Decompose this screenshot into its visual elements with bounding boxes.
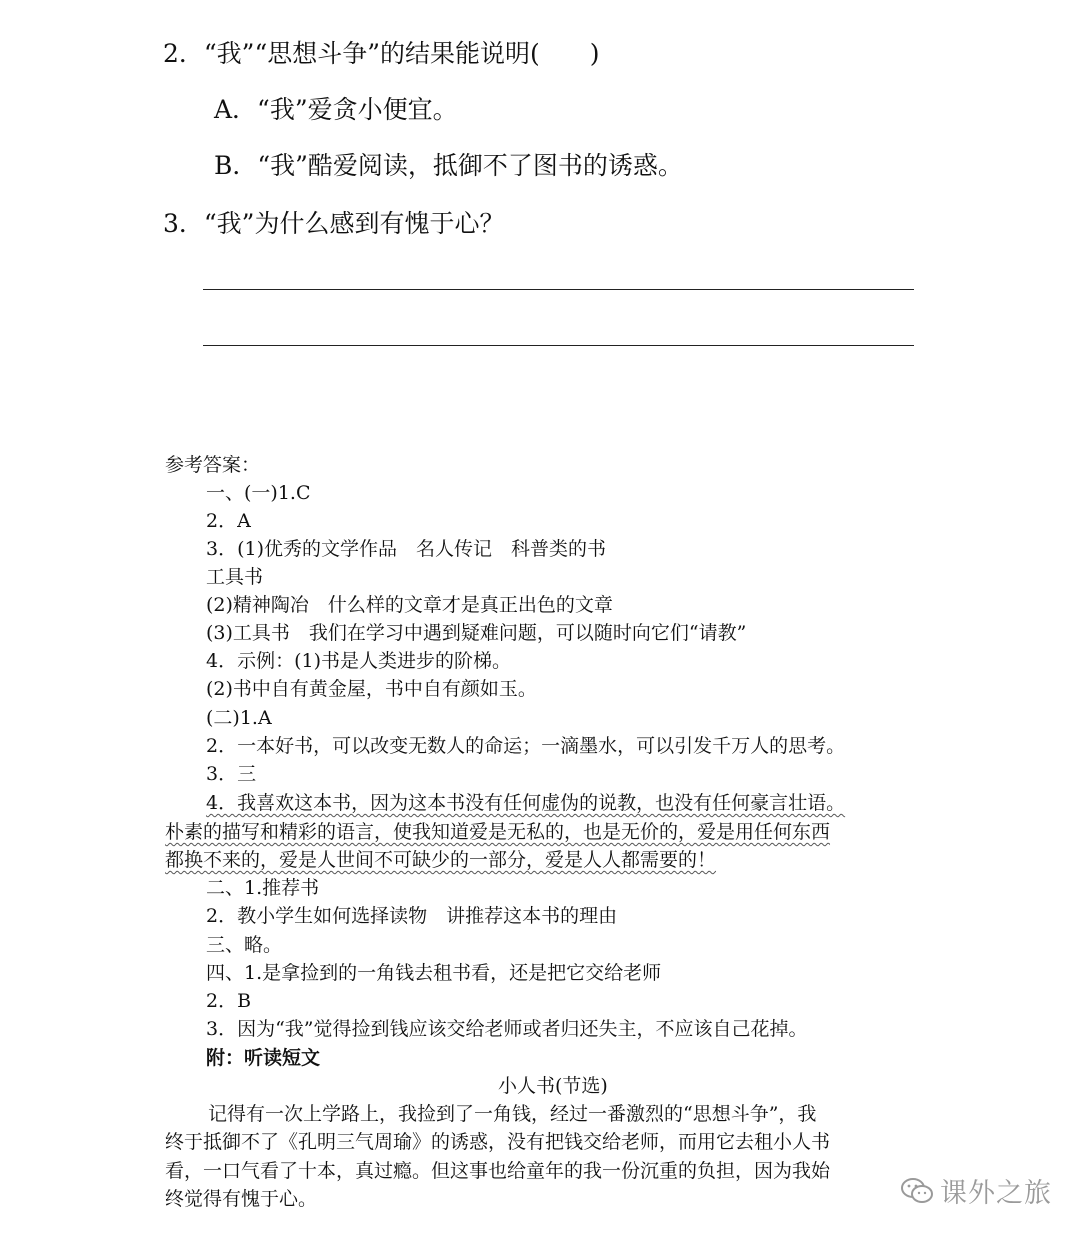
passage-line: 看，一口气看了十本，真过瘾。但这事也给童年的我一份沉重的负担，因为我始 [165,1160,831,1182]
question-2: 2．“我”“思想斗争”的结果能说明( ) [163,39,600,68]
answer-line: 4．示例：(1)书是人类进步的阶梯。 [206,650,512,672]
answer-line-1 [203,289,914,290]
answer-line: 2．教小学生如何选择读物 讲推荐这本书的理由 [206,905,618,927]
answer-paragraph-line: 4．我喜欢这本书，因为这本书没有任何虚伪的说教，也没有任何豪言壮语。 [206,792,846,814]
watermark [900,1171,1052,1210]
answer-line: 2．B [206,990,252,1012]
passage-title-text: 小人书 [498,1075,556,1097]
answer-line: 3．(1)优秀的文学作品 名人传记 科普类的书 [206,538,607,560]
answer-line: 二、1.推荐书 [206,877,320,899]
passage-line: 终于抵御不了《孔明三气周瑜》的诱惑，没有把钱交给老师，而用它去租小人书 [165,1131,831,1153]
answers-heading: 参考答案： [165,454,261,476]
answer-line: (2)精神陶冶 什么样的文章才是真正出色的文章 [206,594,613,616]
answer-paragraph-line: 都换不来的，爱是人世间不可缺少的一部分，爱是人人都需要的！ [165,849,717,871]
question-2-option-b: B．“我”酷爱阅读，抵御不了图书的诱惑。 [214,151,683,180]
answer-line: 2．A [206,510,251,532]
answer-line: 3．因为“我”觉得捡到钱应该交给老师或者归还失主，不应该自己花掉。 [206,1018,808,1040]
answer-line: 三、略。 [206,934,283,956]
passage-title-note: (节选) [555,1075,608,1097]
answer-line: 四、1.是拿捡到的一角钱去租书看，还是把它交给老师 [206,962,662,984]
passage-line: 终觉得有愧于心。 [165,1188,318,1210]
answer-line: 2．一本好书，可以改变无数人的命运；一滴墨水，可以引发千万人的思考。 [206,735,846,757]
question-2-option-a: A．“我”爱贪小便宜。 [214,95,458,124]
answer-line: 工具书 [206,566,264,588]
watermark-text: 课外之旅 [940,1178,1052,1209]
question-3: 3．“我”为什么感到有愧于心？ [163,209,505,238]
answer-line-2 [203,345,914,346]
passage-title [498,1071,608,1098]
answer-line: (2)书中自有黄金屋，书中自有颜如玉。 [206,678,537,700]
answer-line: 3．三 [206,763,257,785]
answer-line: (3)工具书 我们在学习中遇到疑难问题，可以随时向它们“请教” [206,622,747,644]
answer-line: 一、(一)1.C [206,482,311,504]
answer-line: (二)1.A [206,707,272,729]
answer-paragraph-line: 朴素的描写和精彩的语言，使我知道爱是无私的，也是无价的，爱是用任何东西 [165,821,831,843]
wechat-icon [900,1176,934,1206]
appendix-heading: 附：听读短文 [206,1047,321,1069]
passage-line: 记得有一次上学路上，我捡到了一角钱，经过一番激烈的“思想斗争”，我 [208,1103,817,1125]
